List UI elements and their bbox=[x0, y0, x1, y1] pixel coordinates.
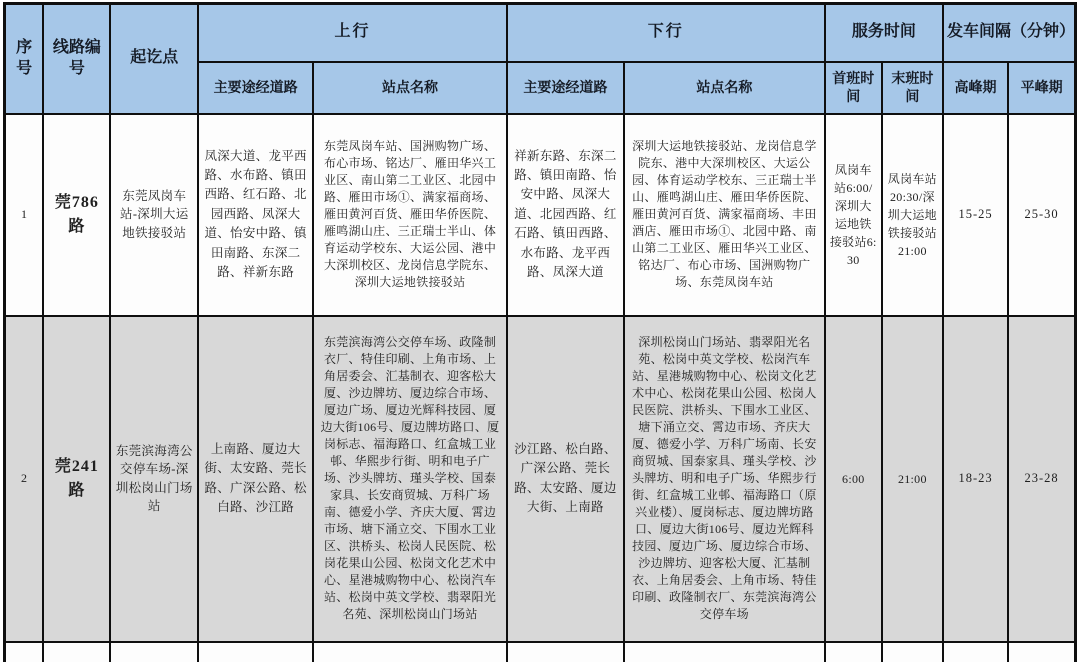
col-header-up-roads: 主要途经道路 bbox=[198, 62, 313, 114]
partial-row-cell bbox=[110, 642, 198, 662]
col-header-down-stations: 站点名称 bbox=[624, 62, 825, 114]
col-header-service-time: 服务时间 bbox=[825, 4, 943, 62]
partial-row-cell bbox=[1008, 642, 1075, 662]
cell-endpoints: 东莞滨海湾公交停车场-深圳松岗山门场站 bbox=[110, 316, 198, 642]
col-header-peak: 高峰期 bbox=[943, 62, 1008, 114]
cell-up-roads: 凤深大道、龙平西路、水布路、镇田西路、红石路、北园西路、凤深大道、怡安中路、镇田南路、东深二路、祥新东路 bbox=[198, 114, 313, 316]
col-header-interval: 发车间隔（分钟） bbox=[943, 4, 1076, 62]
table-row-route-241 bbox=[5, 316, 1076, 642]
bus-routes-table bbox=[3, 2, 1077, 662]
cell-route-no: 莞786路 bbox=[43, 114, 110, 316]
col-header-route-no: 线路编号 bbox=[43, 4, 110, 114]
col-header-down-roads: 主要途经道路 bbox=[507, 62, 624, 114]
col-header-up-stations: 站点名称 bbox=[313, 62, 507, 114]
partial-row-cell bbox=[507, 642, 624, 662]
col-header-first-bus: 首班时间 bbox=[825, 62, 882, 114]
partial-row-cell bbox=[5, 642, 44, 662]
col-header-endpoints: 起讫点 bbox=[110, 4, 198, 114]
cell-up-stations: 东莞凤岗车站、国洲购物广场、布心市场、铭达厂、雁田华兴工业区、南山第二工业区、北园中路、雁田市场①、满家福商场、雁田黄河百货、雁田华侨医院、雁鸣湖山庄、三正瑞士半山、体育运动学校东、大运公园、港中大深圳校区、龙岗信息学院东、深圳大运地铁接驳站 bbox=[313, 114, 507, 316]
partial-row-cell bbox=[882, 642, 943, 662]
cell-last-bus: 凤岗车站20:30/深圳大运地铁接驳站21:00 bbox=[882, 114, 943, 316]
col-header-downbound: 下行 bbox=[507, 4, 825, 62]
cell-offpeak-interval: 25-30 bbox=[1008, 114, 1075, 316]
cell-first-bus: 6:00 bbox=[825, 316, 882, 642]
cell-up-stations: 东莞滨海湾公交停车场、政隆制衣厂、特佳印刷、上角市场、上角居委会、汇基制衣、迎客松大厦、沙边牌坊、厦边综合市场、厦边广场、厦边光辉科技园、厦边大街106号、厦边牌坊路口、厦岗标志、福海路口、红盒城工业邨、华熙步行街、明和电子广场、沙头牌坊、瑾头学校、国泰家具、长安商贸城、万科广场南、德爱小学、齐庆大厦、霄边市场、塘下涌立交、下围水工业区、洪桥头、松岗人民医院、松岗花果山公园、松岗文化艺术中心、星港城购物中心、松岗汽车站、松岗中英文学校、翡翠阳光名苑、深圳松岗山门场站 bbox=[313, 316, 507, 642]
table-row-partial bbox=[5, 642, 1076, 662]
partial-row-cell bbox=[943, 642, 1008, 662]
cell-up-roads: 上南路、厦边大街、太安路、莞长路、广深公路、松白路、沙江路 bbox=[198, 316, 313, 642]
table-header bbox=[5, 4, 1076, 114]
partial-row-cell bbox=[198, 642, 313, 662]
cell-down-roads: 沙江路、松白路、广深公路、莞长路、太安路、厦边大街、上南路 bbox=[507, 316, 624, 642]
col-header-seq: 序号 bbox=[5, 4, 44, 114]
col-header-upbound: 上行 bbox=[198, 4, 507, 62]
cell-peak-interval: 15-25 bbox=[943, 114, 1008, 316]
cell-last-bus: 21:00 bbox=[882, 316, 943, 642]
table-row-route-786 bbox=[5, 114, 1076, 316]
cell-offpeak-interval: 23-28 bbox=[1008, 316, 1075, 642]
cell-down-stations: 深圳松岗山门场站、翡翠阳光名苑、松岗中英文学校、松岗汽车站、星港城购物中心、松岗文化艺术中心、松岗花果山公园、松岗人民医院、洪桥头、下围水工业区、塘下涌立交、霄边市场、齐庆大厦、德爱小学、万科广场南、长安商贸城、国泰家具、瑾头学校、沙头牌坊、明和电子广场、华熙步行街、红盒城工业邨、福海路口（原兴业楼）、厦岗标志、厦边牌坊路口、厦边大街106号、厦边光辉科技园、厦边广场、厦边综合市场、沙边牌坊、迎客松大厦、汇基制衣、上角居委会、上角市场、特佳印刷、政隆制衣厂、东莞滨海湾公交停车场 bbox=[624, 316, 825, 642]
cell-route-no: 莞241路 bbox=[43, 316, 110, 642]
cell-first-bus: 凤岗车站6:00/深圳大运地铁接驳站6:30 bbox=[825, 114, 882, 316]
cell-seq: 2 bbox=[5, 316, 44, 642]
col-header-offpeak: 平峰期 bbox=[1008, 62, 1075, 114]
partial-row-cell bbox=[825, 642, 882, 662]
cell-peak-interval: 18-23 bbox=[943, 316, 1008, 642]
partial-row-cell bbox=[624, 642, 825, 662]
partial-row-cell bbox=[313, 642, 507, 662]
col-header-last-bus: 末班时间 bbox=[882, 62, 943, 114]
cell-endpoints: 东莞凤岗车站-深圳大运地铁接驳站 bbox=[110, 114, 198, 316]
cell-down-stations: 深圳大运地铁接驳站、龙岗信息学院东、港中大深圳校区、大运公园、体育运动学校东、三正瑞士半山、雁鸣湖山庄、雁田华侨医院、雁田黄河百货、满家福商场、丰田酒店、雁田市场①、北园中路、南山第二工业区、雁田华兴工业区、铭达厂、布心市场、国洲购物广场、东莞凤岗车站 bbox=[624, 114, 825, 316]
cell-down-roads: 祥新东路、东深二路、镇田南路、怡安中路、凤深大道、北园西路、红石路、镇田西路、水布路、龙平西路、凤深大道 bbox=[507, 114, 624, 316]
partial-row-cell bbox=[43, 642, 110, 662]
cell-seq: 1 bbox=[5, 114, 44, 316]
